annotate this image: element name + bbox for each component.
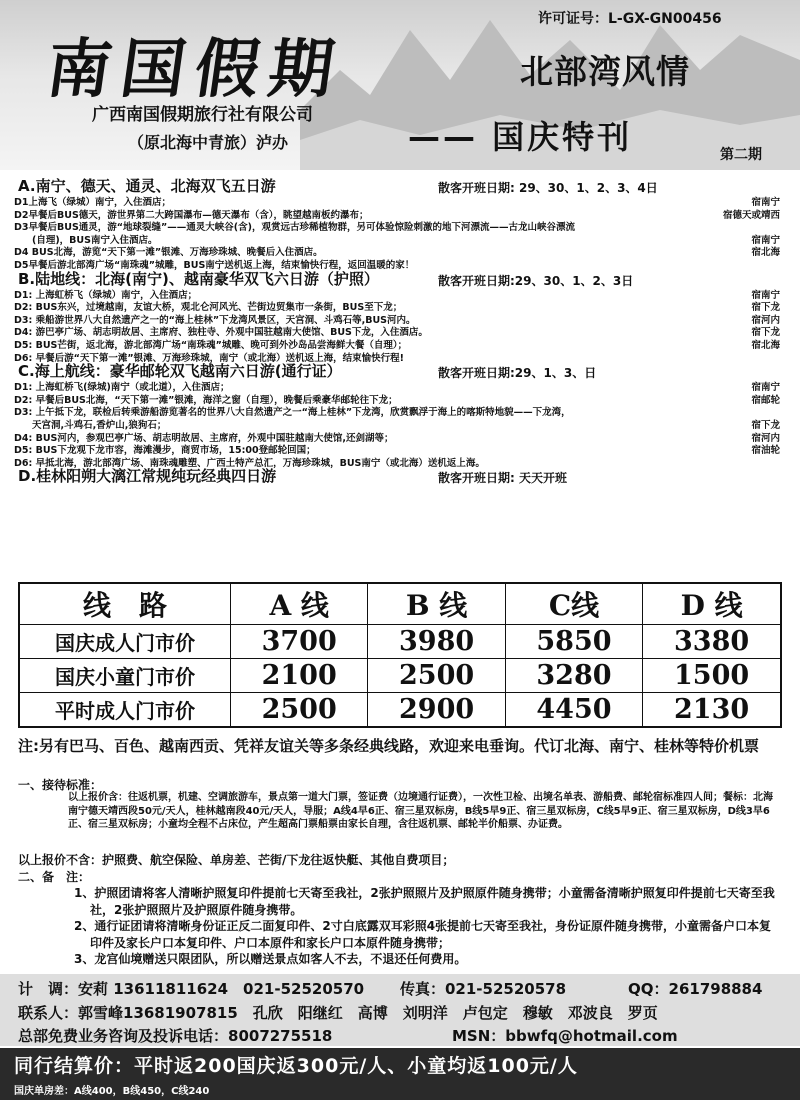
price-cell: 2100 xyxy=(231,659,368,693)
day-description: D4: 游巴亭广场、胡志明故居、主席府、独柱寺、外观中国驻越南大使馆、BUS下龙，入住酒店。 xyxy=(14,327,428,339)
route-dates: 散客开班日期:29、1、3、日 xyxy=(438,366,597,381)
itinerary-day-line xyxy=(14,340,788,353)
exclusions-text: 以上报价不含：护照费、航空保险、单房差、芒街/下龙往返快艇、其他自费项目； xyxy=(18,853,455,867)
remark-item: 2、通行证团请将清晰身份证正反二面复印件、2寸白底露双耳彩照4张提前七天寄至我社，身份证原件随身携带，小童需备户口本复印件及家长户口本复印件、户口本原件和家长户口本原件随身携带； xyxy=(74,919,772,950)
header-cell-d: D 线 xyxy=(643,583,781,625)
overnight-location: 宿南宁 xyxy=(751,234,780,246)
itinerary-day-line xyxy=(14,382,788,395)
overnight-location: 宿河内 xyxy=(751,314,780,326)
price-row xyxy=(19,625,781,659)
contact-people: 联系人：郭雪峰13681907815 孔欣 阳继红 高博 刘明洋 卢包定 穆敏 邓波良 罗页 xyxy=(18,1004,658,1022)
itinerary-day-line xyxy=(14,235,788,248)
additional-routes-note: 注:另有巴马、百色、越南西贡、凭祥友谊关等多条经典线路，欢迎来电垂询。代订北海、南宁、桂林等特价机票 xyxy=(18,737,760,755)
price-cell: 2900 xyxy=(368,693,505,728)
overnight-location: 宿南宁 xyxy=(751,382,780,394)
day-description: (自理)，BUS南宁入住酒店。 xyxy=(32,234,158,246)
day-description: D1: 上海虹桥飞（绿城）南宁，入住酒店； xyxy=(14,289,198,301)
contact-box xyxy=(0,974,800,1046)
standard-title: 一、接待标准： xyxy=(18,778,103,792)
itinerary-section xyxy=(14,177,788,487)
overnight-location: 宿下龙 xyxy=(751,302,780,314)
row-label: 国庆小童门市价 xyxy=(19,659,231,693)
day-description: D3: 上午抵下龙，联检后转乘游船游览著名的世界八大自然遗产之一“海上桂林”下龙湾，欣赏飘浮于海上的喀斯特地貌——下龙湾， xyxy=(14,407,571,419)
itinerary-day-line xyxy=(14,197,788,210)
price-cell: 2500 xyxy=(368,659,505,693)
price-cell: 1500 xyxy=(643,659,781,693)
standard-text xyxy=(18,791,778,832)
itinerary-day-line xyxy=(14,407,788,420)
day-description: D1上海飞（绿城）南宁，入住酒店； xyxy=(14,197,171,208)
price-row xyxy=(19,693,781,728)
route-title: A.南宁、德天、通灵、北海双飞五日游 xyxy=(18,177,276,195)
remarks-title: 二、备 注： xyxy=(18,870,91,884)
route-dates: 散客开班日期: 29、30、1、2、3、4日 xyxy=(438,181,658,195)
day-description: D5: BUS下龙观下龙市容，海滩漫步，商贸市场，15:00登邮轮回国； xyxy=(14,445,316,457)
remark-item: 1、护照团请将客人清晰护照复印件提前七天寄至我社，2张护照照片及护照原件随身携带；小童需备清晰护照复印件提前七天寄至我社，2张护照照片及护照原件随身携带。 xyxy=(74,886,775,917)
itinerary-day-line xyxy=(14,222,788,235)
price-cell: 2500 xyxy=(231,693,368,728)
overnight-location: 宿邮轮 xyxy=(751,394,780,406)
row-label: 国庆成人门市价 xyxy=(19,625,231,659)
promo-title: 北部湾风情 xyxy=(520,52,690,91)
header-cell-route: 线 路 xyxy=(19,583,231,625)
price-cell: 3280 xyxy=(505,659,642,693)
route-header xyxy=(14,362,788,382)
itinerary-day-line xyxy=(14,433,788,446)
overnight-location: 宿油轮 xyxy=(751,445,780,457)
qq-number: QQ：261798884 xyxy=(628,980,763,998)
msn-address: MSN：bbwfq@hotmail.com xyxy=(452,1027,678,1045)
settlement-bar xyxy=(0,1048,800,1078)
price-cell: 4450 xyxy=(505,693,642,728)
price-table-header xyxy=(19,583,781,625)
route-title: D.桂林阳朔大漓江常规纯玩经典四日游 xyxy=(18,467,277,486)
itinerary-day-line xyxy=(14,420,788,433)
single-room-text: 国庆单房差：A线400，B线450，C线240 xyxy=(14,1086,210,1097)
route-header xyxy=(14,177,788,197)
remarks-list xyxy=(20,885,780,968)
overnight-location: 宿德天或靖西 xyxy=(722,209,780,221)
promo-subtitle: —— 国庆特刊 xyxy=(408,118,633,156)
day-description: D2: BUS东兴，过境越南，友谊大桥，观北仑河风光、芒街边贸集市一条街，BUS至下龙； xyxy=(14,302,403,314)
itinerary-day-line xyxy=(14,210,788,223)
itinerary-day-line xyxy=(14,315,788,328)
day-description: D5早餐后游北部湾广场“南珠魂”城雕，BUS南宁送机返上海，结束愉快行程，返回温暖的家！ xyxy=(14,259,415,271)
price-cell: 3980 xyxy=(368,625,505,659)
overnight-location: 宿河内 xyxy=(751,432,780,444)
overnight-location: 宿下龙 xyxy=(751,419,780,431)
day-description: D6: 早餐后游“天下第一滩”银滩、万海珍珠城，南宁（或北海）送机返上海，结束愉快行程! xyxy=(14,352,404,364)
day-description: D2早餐后BUS德天，游世界第二大跨国瀑布—德天瀑布（含），眺望越南板约瀑布； xyxy=(14,209,369,221)
price-cell: 3380 xyxy=(643,625,781,659)
overnight-location: 宿下龙 xyxy=(751,327,780,339)
company-name: 广西南国假期旅行社有限公司 xyxy=(92,105,313,125)
overnight-location: 宿北海 xyxy=(751,247,780,259)
remark-item: 3、龙宫仙境赠送只限团队，所以赠送景点如客人不去，不退还任何费用。 xyxy=(74,952,467,966)
brand-logo: 南国假期 xyxy=(41,32,349,107)
single-room-footer xyxy=(0,1078,800,1100)
header-cell-c: C线 xyxy=(505,583,642,625)
day-description: D2: 早餐后BUS北海，“天下第一滩”银滩，海洋之窗（自理），晚餐后乘豪华邮轮往下龙； xyxy=(14,394,398,406)
price-cell: 2130 xyxy=(643,693,781,728)
standard-paragraph: 以上报价含：往返机票，机建、空调旅游车，景点第一道大门票，签证费（边境通行证费），一次性卫检、出境名单表、游船费、邮轮宿标准四人间；餐标：北海南宁德天靖西段50元/天人，桂林越南段40元/天人，导服；A线4早6正、宿三星双标房，B线5早9正、宿三星双标房，C线5早9正、宿三星双标房，D线3早6正、宿三星双标房；小童均全程不占床位，产生超高门票船票由家长自理，含往返机票、邮轮半价船票、办证费。 xyxy=(68,792,773,830)
route-header xyxy=(14,467,788,487)
price-cell: 5850 xyxy=(505,625,642,659)
route-dates: 散客开班日期:29、30、1、2、3日 xyxy=(438,273,634,288)
overnight-location: 宿南宁 xyxy=(751,289,780,301)
overnight-location: 宿南宁 xyxy=(751,197,780,208)
issue-number: 第二期 xyxy=(720,147,762,163)
itinerary-day-line xyxy=(14,395,788,408)
hotline-number: 总部免费业务咨询及投诉电话：8007275518 xyxy=(18,1027,333,1045)
day-description: 天宫洞,斗鸡石,香炉山,狼狗石； xyxy=(32,419,167,431)
overnight-location: 宿北海 xyxy=(751,339,780,351)
price-cell: 3700 xyxy=(231,625,368,659)
license-number: 许可证号：L-GX-GN00456 xyxy=(538,11,722,27)
day-description: D6: 早抵北海，游北部湾广场、南珠魂雕塑、广西土特产总汇，万海珍珠城，BUS南宁（或北海）送机返上海。 xyxy=(14,457,485,469)
itinerary-day-line xyxy=(14,327,788,340)
day-description: D3早餐后BUS通灵，游“地球裂缝”——通灵大峡谷(含)，观赏远古珍稀植物群，另可体验惊险刺激的地下河漂流——古龙山峡谷漂流 xyxy=(14,222,575,234)
fax-number: 传真：021-52520578 xyxy=(400,980,567,998)
itinerary-day-line xyxy=(14,290,788,303)
header-banner xyxy=(0,0,800,170)
planner-contact: 计 调：安莉 13611811624 021-52520570 xyxy=(18,980,365,998)
route-dates: 散客开班日期: 天天开班 xyxy=(438,471,567,486)
header-cell-b: B 线 xyxy=(368,583,505,625)
price-table xyxy=(18,582,782,728)
itinerary-day-line xyxy=(14,445,788,458)
itinerary-day-line xyxy=(14,302,788,315)
day-description: D5: BUS芒街，返北海，游北部湾广场“南珠魂”城雕、晚可到外沙岛品尝海鲜大餐（自理）； xyxy=(14,339,408,351)
itinerary-day-line xyxy=(14,247,788,260)
day-description: D3: 乘船游世界八大自然遗产之一的“海上桂林”下龙湾风景区，天宫洞、斗鸡石等,BUS河内。 xyxy=(14,314,416,326)
settlement-text: 同行结算价：平时返200国庆返300元/人、小童均返100元/人 xyxy=(14,1055,578,1077)
route-title: B.陆地线：北海(南宁)、越南豪华双飞六日游（护照） xyxy=(18,269,379,288)
day-description: D4: BUS河内，参观巴亭广场、胡志明故居、主席府，外观中国驻越南大使馆,还剑湖等； xyxy=(14,432,394,444)
header-cell-a: A 线 xyxy=(231,583,368,625)
company-subtitle: （原北海中青旅）泸办 xyxy=(128,133,289,152)
row-label: 平时成人门市价 xyxy=(19,693,231,728)
route-header xyxy=(14,269,788,290)
day-description: D4 BUS北海，游览“天下第一滩”银滩、万海珍珠城、晚餐后入住酒店。 xyxy=(14,247,323,259)
route-title: C.海上航线：豪华邮轮双飞越南六日游(通行证） xyxy=(18,362,342,381)
price-row xyxy=(19,659,781,693)
day-description: D1: 上海虹桥飞(绿城)南宁（或北道），入住酒店； xyxy=(14,382,230,394)
